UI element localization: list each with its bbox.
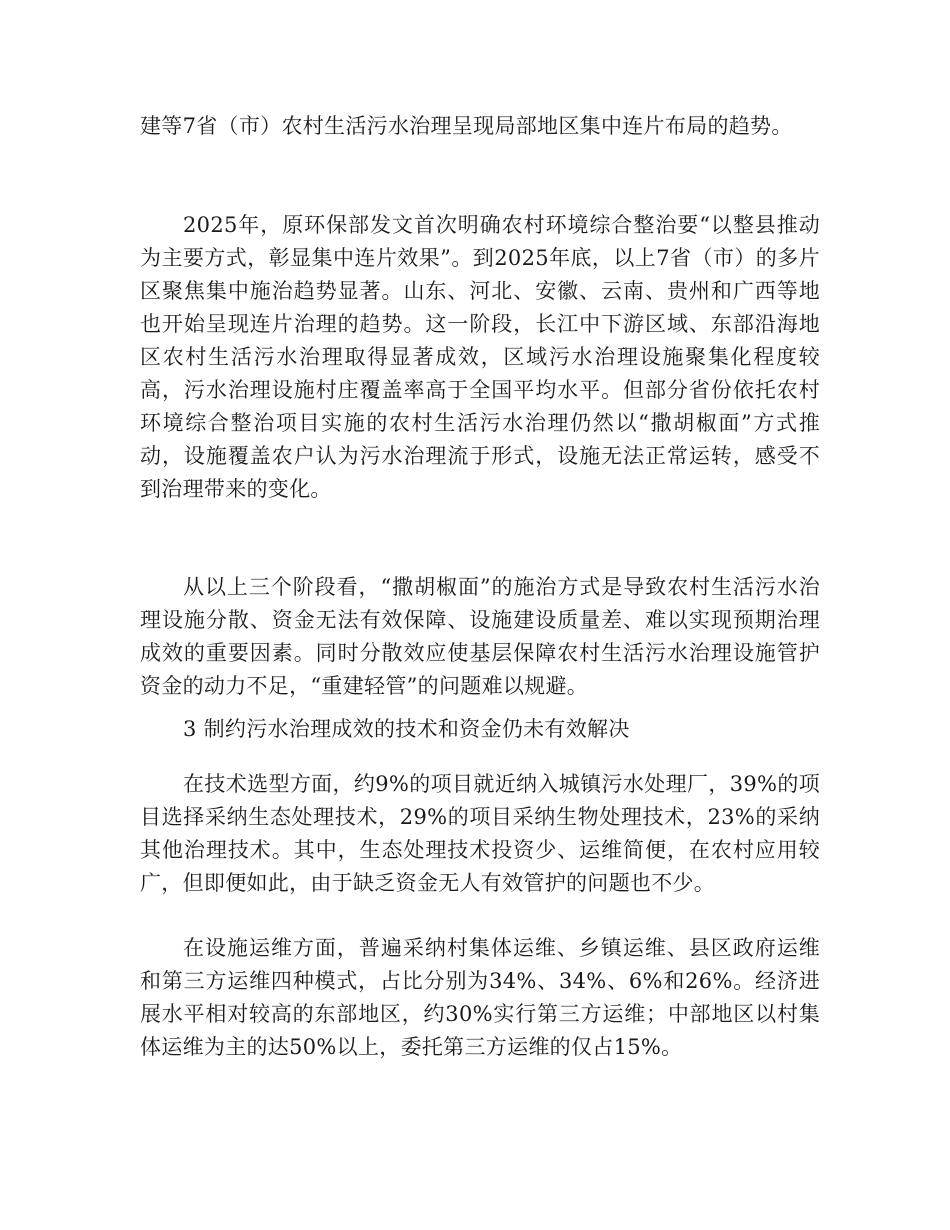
paragraph-2025-policy: 2025年，原环保部发文首次明确农村环境综合整治要“以整县推动为主要方式，彰显集中连片效果”。到2025年底，以上7省（市）的多片区聚焦集中施治趋势显著。山东、河北、安徽、云南、贵州和广西等地也开始呈现连片治理的趋势。这一阶段，长江中下游区域、东部沿海地区农村生活污水治理取得显著成效，区域污水治理设施聚集化程度较高，污水治理设施村庄覆盖率高于全国平均水平。但部分省份依托农村环境综合整治项目实施的农村生活污水治理仍然以“撒胡椒面”方式推动，设施覆盖农户认为污水治理流于形式，设施无法正常运转，感受不到治理带来的变化。	[140, 213, 820, 501]
paragraph-facility-operation: 在设施运维方面，普遍采纳村集体运维、乡镇运维、县区政府运维和第三方运维四种模式，占比分别为34%、34%、6%和26%。经济进展水平相对较高的东部地区，约30%实行第三方运维；中部地区以村集体运维为主的达50%以上，委托第三方运维的仅占15%。	[140, 936, 820, 1059]
section-heading-3: 3 制约污水治理成效的技术和资金仍未有效解决	[183, 717, 630, 741]
paragraph-technology-selection: 在技术选型方面，约9%的项目就近纳入城镇污水处理厂，39%的项目选择采纳生态处理技术，29%的项目采纳生物处理技术，23%的采纳其他治理技术。其中，生态处理技术投资少、运维简便，在农村应用较广，但即便如此，由于缺乏资金无人有效管护的问题也不少。	[140, 772, 820, 895]
paragraph-three-stages: 从以上三个阶段看，“撒胡椒面”的施治方式是导致农村生活污水治理设施分散、资金无法有效保障、设施建设质量差、难以实现预期治理成效的重要因素。同时分散效应使基层保障农村生活污水治理设施管护资金的动力不足，“重建轻管”的问题难以规避。	[140, 575, 820, 698]
paragraph-continuation: 建等7省（市）农村生活污水治理呈现局部地区集中连片布局的趋势。	[140, 114, 793, 138]
